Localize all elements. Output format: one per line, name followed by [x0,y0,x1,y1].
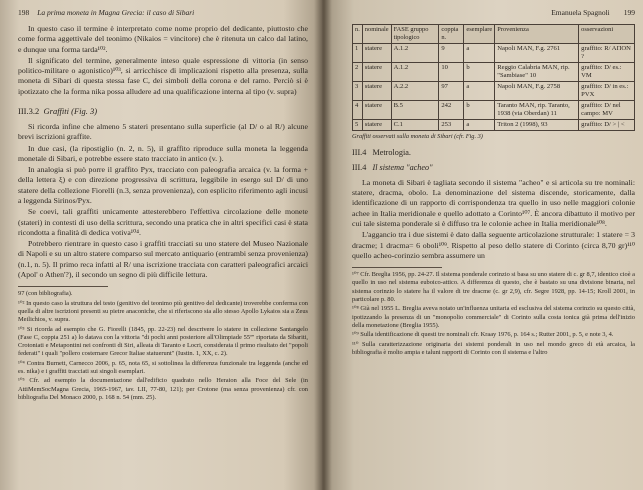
table-cell: a [464,43,495,62]
footnote-divider [352,267,442,268]
table-header: coppia n. [439,25,464,44]
section-title: Graffiti (Fig. 3) [43,105,98,116]
section-heading-metrologia [352,148,635,157]
footnote: ¹⁰⁹ Sulla identificazione di questi tre nominali cfr. Kraay 1976, p. 164 s.; Rutter 2001, p. 5, e note 3, 4. [352,331,614,339]
left-footnotes [18,290,308,402]
table-cell: graffito: D/ in es.: PVX [579,81,635,100]
table-header: osservazioni [579,25,635,44]
body-paragraph: La moneta di Sibari è tagliata secondo il sistema "acheo" e si articola su tre nominali: statere, dracma, obolo. La denominazione del sistema discende, storicamente, dalla identificazione di un rapporto di corrispondenza tra quello in uso nelle maggiori colonie achee in Italia meridionale e quello adottato a Corinto¹⁰⁷. È ancora dibattuto il motivo per cui tale sistema ponderale si è diffuso tra le colonie achee in Italia meridionale¹⁰⁸. [352,177,635,229]
table-header: Provenienza [495,25,579,44]
table-cell: statere [362,119,391,130]
table-cell: 97 [439,81,464,100]
right-page-number: 199 [623,8,635,17]
table-cell: 1 [353,43,363,62]
table-cell: graffito: D/ es.: VM [579,62,635,81]
section-title: Il sistema "acheo" [372,162,433,172]
section-title: Metrologia. [372,147,411,157]
table-header: FASE gruppo tipologico [391,25,439,44]
table-cell: C.1 [391,119,439,130]
table-row [353,62,635,81]
table-cell: a [464,81,495,100]
footnote-divider [18,286,108,287]
table-cell: Napoli MAN, F.g. 2758 [495,81,579,100]
table-cell: a [464,119,495,130]
right-footnotes [352,271,635,357]
footnote: ¹⁰² In questo caso la struttura del testo (genitivo del teonimo più genitivo del dedicante) troverebbe conferma con quella di altre iscrizioni presenti su pietre anaconiche, che si riferiscono sia allo stesso Apollo Lykaios sia a Zeus Meilichios, v. supra. [18,299,308,324]
table-row [353,81,635,100]
right-page [322,0,643,490]
table-cell: statere [362,62,391,81]
footnote: ¹⁰⁸ Già nel 1955 L. Breglia aveva notato un'influenza unitaria ed esclusiva del sistema corinzio su questo città, ipotizzando la presenza di un "monopolio commerciale" di Corinto sulla costa ionica già prima dell'inizio della monetazione (Breglia 1955). [352,305,635,330]
body-paragraph: Potrebbero rientrare in questo caso i graffiti tracciati su uno statere del Museo Nazionale di Napoli e su un altro statere comparso sul mercato antiquario (entrambi senza provenienza) (n.1, n. 5). Il primo reca infatti al R/ una iscrizione tracciata con caratteri paleografici arcaici (Apol' o Athen'?), il secondo un segno di più difficile lettura. [18,239,308,279]
table-cell: b [464,100,495,119]
graffiti-table [352,24,635,131]
table-cell: statere [362,43,391,62]
footnote: 97 (con bibliografia). [18,290,73,298]
section-number: III.4 [352,162,367,172]
table-row [353,119,635,130]
table-cell: Reggio Calabria MAN, rip. "Sambiase" 10 [495,62,579,81]
table-caption: Graffiti osservati sulla moneta di Sibari (cfr. Fig. 3) [352,132,483,140]
body-paragraph: In questo caso il termine è interpretato come nome proprio del dedicante, piuttosto che come forma aggettivale del teonimo (Nikaios = vincitore) che è ritenuta un calco dal latino, e dunque una forma tarda¹⁰². [18,24,308,54]
table-cell: 2 [353,62,363,81]
body-paragraph: Se coevi, tali graffiti unicamente attesterebbero l'effettiva circolazione delle monete (stateri) in contesti di uso della scrittura, secondo una pratica che in altri specifici casi è stata ricondotta a finalità di dedica votiva¹⁰⁴. [18,207,308,237]
table-cell: A.2.2 [391,81,439,100]
body-paragraph: In analogia si può porre il graffito Pyx, tracciato con paleografia arcaica (v. la forma + della lettera ξ) e con direzione progressiva di scrittura, leggibile in esergo sul D/ di uno statere della collezione Fiorelli (n.3, senza provenienza), con esplicito riferimento agli incusi a leggenda Sirinos/Pyx. [18,165,308,205]
footnote: ¹⁰⁷ Cfr. Breglia 1956, pp. 24-27. Il sistema ponderale corinzio si basa su uno statere di c. gr 8,7, identico cioè a quello in uso nel sistema euboico-attico. A differenza di questo, che è bastato su una divisione binaria, nel sistema corinzio lo statere ha il valore di tre dracme (c. gr 2,9), cfr. Segre 1928, pp. 14-15; Kroll 2001, in particolare p. 80. [352,271,635,304]
section-number: III.4 [352,147,367,157]
table-cell: 4 [353,100,363,119]
body-paragraph: Il significato del termine, generalmente inteso quale espressione di vittoria (in senso politico-militare o agonistico)¹⁰³, si arricchisce di implicazioni rispetto alla presenza, sulla moneta di Sibari di questa stessa fase C, dei simboli della corona e del ramo. Perciò si è ipotizzato che la forma nika possa alludere ad una qualificazione interna al tipo (v. supra) [18,55,308,96]
table-cell: A.1.2 [391,43,439,62]
left-running-head [18,8,308,17]
table-cell: b [464,62,495,81]
table-row [353,100,635,119]
table-cell: 3 [353,81,363,100]
table-cell: 253 [439,119,464,130]
body-paragraph: In due casi, (la ripostiglio (n. 2, n. 5), il graffito riproduce sulla moneta la leggenda monetale di Sibari, e potrebbe essere stato tracciato in antico (v. ). [18,143,308,163]
table-row [353,43,635,62]
table-cell: A.1.2 [391,62,439,81]
book-gutter-shadow [314,0,332,490]
table-cell: graffito: D/ nel campo: MV [579,100,635,119]
table-cell: 9 [439,43,464,62]
footnote: ¹⁰⁵ Cfr. ad esempio la documentazione dall'edificio quadrato nello Heraion alla Foce del Sele (in AttiMemSocMagna Grecia, 1965-1967, tav. LII, 77-80, 121); per Crotone (ma senza provenienza) cfr. con bibliografia Del Monaco 2000, p. 168 n. 54 (mm. 25). [18,377,308,402]
section-heading-graffiti [18,106,308,116]
footnote: ¹⁰³ Si ricorda ad esempio che G. Fiorelli (1845, pp. 22-23) nel descrivere lo statere in collezione Santangelo (Fase C, coppia 251 a) lo datava con la vittoria "di pochi anni posteriore all'Olimpiade 55ª" riportata da Sibariti, Crotoniati e Metapontini nei confronti di Siri, alleata di Taranto e Locri, considerata il primo risultato dei "popoli federati" i quali "pollero costernare Grecor Italiae statuerunt" (Iustin. 1, XX, c. 2). [18,325,308,358]
footnote: ¹⁰⁴ Contra Burnett, Carnecco 2006, p. 65, nota 65, si sottolinea la differenza funzionale tra leggenda (anche ed es. nika) e i graffiti tracciati sui singoli esemplari. [18,359,308,376]
table-cell: 242 [439,100,464,119]
table-cell: 5 [353,119,363,130]
table-cell: statere [362,81,391,100]
table-header: esemplare [464,25,495,44]
table-cell: Taranto MAN, rip. Taranto, 1938 (via Oberdan) 11 [495,100,579,119]
body-paragraph: Si ricorda infine che almeno 5 stateri presentano sulla superficie (al D/ o al R/) alcune brevi iscrizioni graffite. [18,121,308,142]
table-cell: Napoli MAN, F.g. 2761 [495,43,579,62]
table-cell: graffito: D/ > | < [579,119,635,130]
table-header-row [353,25,635,44]
body-paragraph: L'aggancio tra i due sistemi è dato dalla seguente articolazione strutturale: 1 statere = 3 dracme; 1 dracma= 6 oboli¹⁰⁹. Rispetto al peso dello statere di Corinto (circa 8,70 gr)¹¹⁰ quello acheo-corinzio sembra assumere un [352,230,635,260]
footnote: ¹¹⁰ Sulla caratterizzazione originaria dei sistemi ponderali in uso nel mondo greco di età arcaica, la bibliografia è molto ampia e taluni rapporti di Corinto con il sistema e l'altro [352,340,635,357]
table-cell: statere [362,100,391,119]
section-number: III.3.2 [18,105,40,116]
table-cell: B.5 [391,100,439,119]
section-heading-sistema-acheo [352,163,635,172]
left-page-number: 198 [18,8,30,17]
table-header: n. [353,25,363,44]
table-cell: 10 [439,62,464,81]
left-running-title: La prima moneta in Magna Grecia: il caso di Sibari [37,8,195,17]
right-running-head [352,8,635,17]
table-header: nominale [362,25,391,44]
table-cell: graffito: R/ AΠΟΝ ? [579,43,635,62]
right-author: Emanuela Spagnoli [551,8,610,17]
table-cell: Triton 2 (1998), 93 [495,119,579,130]
